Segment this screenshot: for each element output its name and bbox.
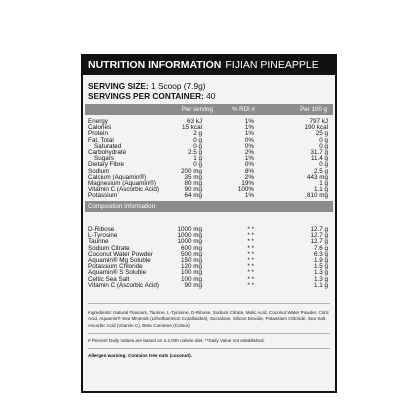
row-per-100g: 7.6 g <box>313 244 328 252</box>
row-per-serving: 120 mg <box>180 263 202 271</box>
row-per-serving: 2.5 g <box>187 148 202 156</box>
row-per-100g: 443 mg <box>306 173 328 181</box>
row-name: Potassium <box>88 192 118 200</box>
row-rdi: * * <box>247 269 254 277</box>
row-per-100g: 31.7 g <box>310 148 328 156</box>
row-per-serving: 64 mg <box>184 192 202 200</box>
footnote: # Percent Daily Values are based on a 2,000 calorie diet. **Daily Value not established. <box>88 338 265 343</box>
servings-per-container <box>88 91 215 101</box>
row-per-100g: 1.1 g <box>313 281 328 289</box>
row-rdi: 0% <box>244 142 254 150</box>
divider <box>88 348 330 349</box>
nutrition-panel <box>81 54 337 393</box>
row-name: Carbohydrate <box>88 148 127 156</box>
row-per-serving: 1000 mg <box>177 226 202 233</box>
allergen-warning: Allergen warning: Contains tree nuts (coconut). <box>88 353 192 358</box>
row-per-100g: 0 g <box>319 142 328 150</box>
row-name: Aquamin® Mg Soluble <box>88 256 151 264</box>
row-per-serving: 100 mg <box>180 269 202 277</box>
row-name: Magnesium (Aquamin®) <box>88 179 156 187</box>
row-per-serving: 500 mg <box>180 250 202 258</box>
row-per-serving: 1000 mg <box>177 232 202 240</box>
servings-value: 40 <box>206 91 216 101</box>
row-rdi: 1% <box>244 192 254 200</box>
row-rdi: 100% <box>237 186 254 194</box>
row-per-100g: 1.3 g <box>313 275 328 283</box>
composition-header <box>85 201 333 212</box>
panel-title <box>83 56 335 75</box>
flavour-name: FIJIAN PINEAPPLE <box>225 59 319 71</box>
row-per-100g: 11.4 g <box>310 155 328 163</box>
col-rdi: % RDI # <box>231 106 255 113</box>
row-name: Sodium <box>88 167 110 175</box>
row-rdi: * * <box>247 244 254 252</box>
panel-title-main: NUTRITION INFORMATION <box>88 59 222 71</box>
composition-row <box>88 283 334 289</box>
divider <box>88 303 330 304</box>
row-rdi: * * <box>247 232 254 240</box>
row-per-100g: 0 g <box>319 161 328 169</box>
row-per-100g: 810 mg <box>306 192 328 200</box>
row-name: Sodium Citrate <box>88 244 130 252</box>
row-per-100g: 1.5 g <box>313 263 328 271</box>
row-per-serving: 0 g <box>193 142 202 150</box>
row-name: Coconut Water Powder <box>88 250 153 258</box>
row-per-serving: 100 mg <box>180 275 202 283</box>
row-rdi: * * <box>247 281 254 289</box>
row-per-100g: 1.3 g <box>313 269 328 277</box>
row-name: Energy <box>88 118 108 125</box>
row-rdi: 19% <box>241 179 254 187</box>
row-name: Dietary Fibre <box>88 161 125 169</box>
serving-size-label: SERVING SIZE: <box>88 81 149 91</box>
composition-title: Composition Information <box>88 203 156 210</box>
ingredients-text: Ingredients: Natural Flavours, Taurine, L-Tyrosine, D-Ribose, Sodium Citrate, Malic Acid, Coconut Water Powder, Citric Acid, Aquamin® Sea Minerals (Lithothamnion Corallioides), Sucralose, Silicon Dioxide, Potassium Chloride, Sea Salt, Ascorbic Acid (Vitamin C), Beta Carotene (Colour) <box>88 310 330 328</box>
serving-size-value: 1 Scoop (7.9g) <box>151 81 206 91</box>
row-rdi: 1% <box>244 124 254 132</box>
row-name: Sugars <box>94 155 114 163</box>
row-per-serving: 90 mg <box>184 281 202 289</box>
row-per-serving: 63 kJ <box>186 118 202 125</box>
row-per-100g: 797 kJ <box>309 118 328 125</box>
row-per-serving: 1 g <box>193 155 202 163</box>
row-name: Fat, Total <box>88 136 114 144</box>
row-rdi: * * <box>247 238 254 246</box>
row-rdi: 8% <box>244 167 254 175</box>
row-per-serving: 200 mg <box>180 167 202 175</box>
row-rdi: * * <box>247 263 254 271</box>
row-name: Celtic Sea Salt <box>88 275 130 283</box>
row-rdi: * * <box>247 275 254 283</box>
row-rdi: 1% <box>244 130 254 138</box>
row-per-100g: 12.7 g <box>310 232 328 240</box>
divider <box>88 333 330 334</box>
row-name: Protein <box>88 130 108 138</box>
row-per-serving: 35 mg <box>184 173 202 181</box>
row-per-100g: 12.7 g <box>310 238 328 246</box>
row-rdi: 2% <box>244 173 254 181</box>
row-rdi: 0% <box>244 161 254 169</box>
row-per-serving: 1000 mg <box>177 238 202 246</box>
row-per-serving: 90 mg <box>184 186 202 194</box>
row-rdi: 2% <box>244 148 254 156</box>
row-per-100g: 12.7 g <box>310 226 328 233</box>
row-per-100g: 190 kcal <box>304 124 328 132</box>
row-rdi: 1% <box>244 155 254 163</box>
nutrition-table <box>88 119 334 199</box>
row-name: Vitamin C (Ascorbic Acid) <box>88 186 159 194</box>
row-per-100g: 1 g <box>319 179 328 187</box>
row-per-100g: 6.3 g <box>313 250 328 258</box>
row-per-serving: 0 g <box>193 161 202 169</box>
row-per-100g: 1.1 g <box>313 186 328 194</box>
row-per-serving: 15 kcal <box>182 124 202 132</box>
row-rdi: * * <box>247 226 254 233</box>
row-name: Taurine <box>88 238 109 246</box>
row-rdi: * * <box>247 250 254 258</box>
row-name: Aquamin® S Soluble <box>88 269 147 277</box>
row-name: Potassium Chloride <box>88 263 143 271</box>
row-per-serving: 150 mg <box>180 256 202 264</box>
row-per-100g: 0 g <box>319 136 328 144</box>
row-per-100g: 2.5 g <box>313 167 328 175</box>
servings-label: SERVINGS PER CONTAINER: <box>88 91 204 101</box>
serving-size <box>88 81 205 91</box>
nutrient-row <box>88 193 334 199</box>
row-per-100g: 1.9 g <box>313 256 328 264</box>
row-rdi: * * <box>247 256 254 264</box>
col-per-serving: Per serving <box>181 106 213 113</box>
row-rdi: 0% <box>244 136 254 144</box>
row-name: Calories <box>88 124 112 132</box>
row-per-serving: 600 mg <box>180 244 202 252</box>
row-per-serving: 2 g <box>193 130 202 138</box>
col-per-100g: Per 100 g <box>300 106 327 113</box>
row-per-serving: 80 mg <box>184 179 202 187</box>
composition-table <box>88 227 334 289</box>
row-name: D-Ribose <box>88 226 115 233</box>
nutrition-header <box>85 104 333 115</box>
row-per-serving: 0 g <box>193 136 202 144</box>
row-name: Vitamin C (Ascorbic Acid) <box>88 281 159 289</box>
row-name: Saturated <box>94 142 122 150</box>
row-name: L-Tyrosine <box>88 232 118 240</box>
row-per-100g: 25 g <box>315 130 328 138</box>
row-rdi: 1% <box>244 118 254 125</box>
row-name: Calcium (Aquamin®) <box>88 173 147 181</box>
